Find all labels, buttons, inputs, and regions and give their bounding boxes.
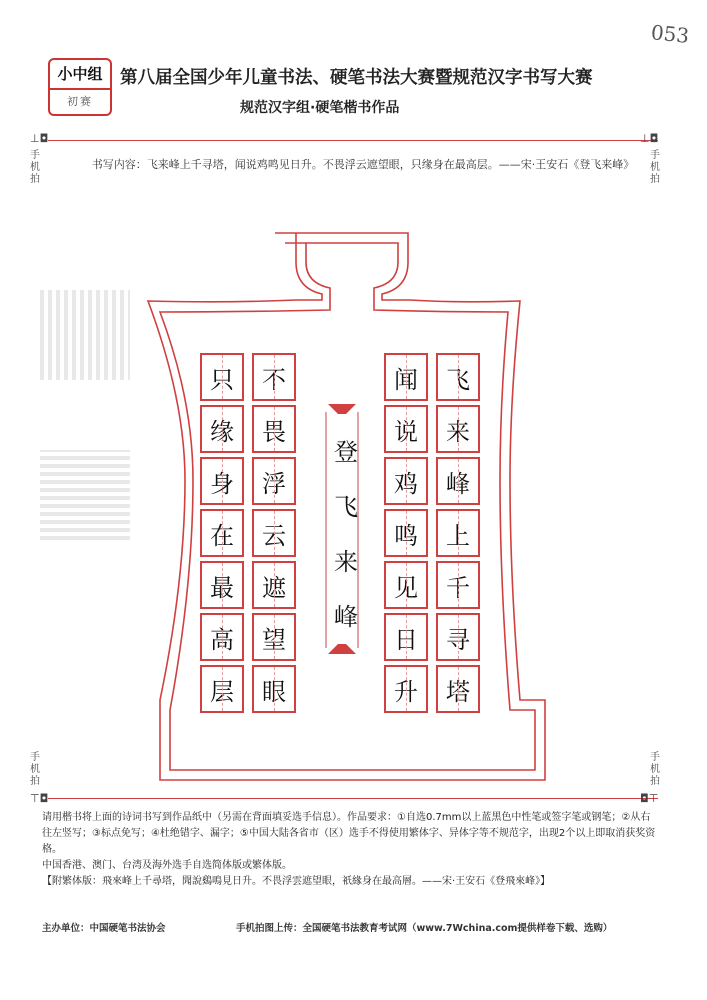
grid-cell: 最 <box>200 561 244 609</box>
bottom-divider <box>48 798 658 799</box>
grid-cell: 望 <box>252 613 296 661</box>
title-char: 峰 <box>334 603 358 631</box>
camera-icon: ⊥◘ <box>640 132 659 145</box>
round-label: 初赛 <box>67 95 93 108</box>
grid-cell: 鸣 <box>384 509 428 557</box>
grid-cell: 层 <box>200 665 244 713</box>
grid-cell: 在 <box>200 509 244 557</box>
grid-cell: 鸡 <box>384 457 428 505</box>
page-subtitle: 规范汉字组·硬笔楷书作品 <box>240 100 400 116</box>
upload-info: 手机拍图上传：全国硬笔书法教育考试网（www.7Wchina.com提供样卷下载、选购） <box>236 923 613 934</box>
side-label-photo: 手机拍 <box>650 150 660 185</box>
writing-content: 书写内容：飞来峰上千寻塔，闻说鸡鸣见日升。不畏浮云遮望眼，只缘身在最高层。——宋·王安石《登飞来峰》 <box>91 158 635 171</box>
instructions-main: 请用楷书将上面的诗词书写到作品纸中（另需在背面填妥选手信息）。作品要求：①自选0.7mm以上蓝黑色中性笔或签字笔或钢笔；②从右往左竖写；③标点免写；④杜绝错字、漏字；⑤中国大陆各省市（区）选手不得使用繁体字、异体字等不规范字，出现2个以上即取消获奖资格。 <box>42 812 656 855</box>
title-char: 来 <box>334 548 358 576</box>
grid-cell: 不 <box>252 353 296 401</box>
title-char: 飞 <box>334 493 358 521</box>
organizer: 主办单位：中国硬笔书法协会 <box>42 923 166 934</box>
grid-cell: 见 <box>384 561 428 609</box>
side-label-photo: 手机拍 <box>650 752 660 787</box>
side-label-photo: 手机拍 <box>30 150 40 185</box>
grid-cell: 上 <box>436 509 480 557</box>
grid-cell: 身 <box>200 457 244 505</box>
group-label: 小中组 <box>50 60 110 90</box>
grid-cell: 说 <box>384 405 428 453</box>
grid-cell: 只 <box>200 353 244 401</box>
grid-cell: 寻 <box>436 613 480 661</box>
camera-icon: ◘⊤ <box>640 792 659 805</box>
grid-cell: 缘 <box>200 405 244 453</box>
grid-cell: 闻 <box>384 353 428 401</box>
grid-cell: 高 <box>200 613 244 661</box>
grid-cell: 云 <box>252 509 296 557</box>
grid-cell: 畏 <box>252 405 296 453</box>
instructions-hk-tw: 中国香港、澳门、台湾及海外选手自选简体版或繁体版。 <box>42 860 292 871</box>
grid-cell: 遮 <box>252 561 296 609</box>
camera-icon: ⊥◘ <box>30 132 49 145</box>
grid-cell: 眼 <box>252 665 296 713</box>
grid-cell: 千 <box>436 561 480 609</box>
grid-cell: 升 <box>384 665 428 713</box>
serial-number: 053 <box>649 20 691 48</box>
side-label-photo: 手机拍 <box>30 752 40 787</box>
grid-cell: 塔 <box>436 665 480 713</box>
grid-cell: 日 <box>384 613 428 661</box>
instructions <box>42 810 657 890</box>
title-char: 登 <box>334 438 358 466</box>
grid-cell: 飞 <box>436 353 480 401</box>
grid-cell: 浮 <box>252 457 296 505</box>
page-title: 第八届全国少年儿童书法、硬笔书法大赛暨规范汉字书写大赛 <box>120 68 593 88</box>
instructions-traditional: 【附繁体版：飛來峰上千尋塔，聞說鷄鳴見日升。不畏浮雲遮望眼，祇緣身在最高層。——宋·王安石《登飛來峰》】 <box>42 876 551 887</box>
camera-icon: ⊤◘ <box>30 792 49 805</box>
grid-cell: 来 <box>436 405 480 453</box>
grid-cell: 峰 <box>436 457 480 505</box>
